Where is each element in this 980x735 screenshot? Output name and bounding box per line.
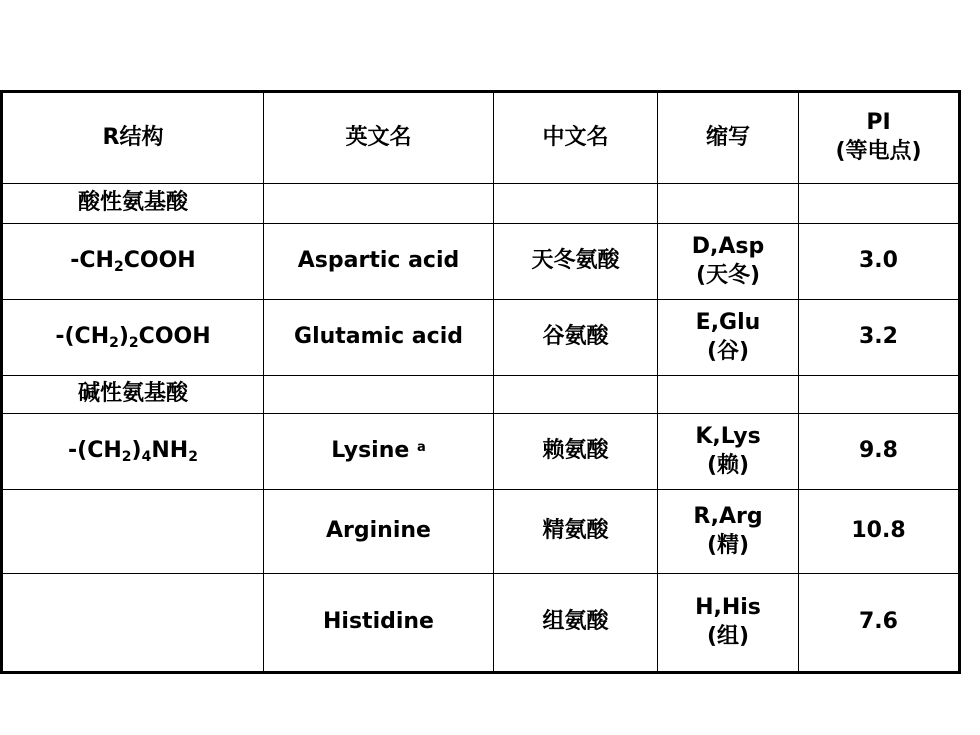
table-row-aspartic-acid <box>2 224 960 300</box>
english-name: Arginine <box>264 490 494 574</box>
pi-value: 7.6 <box>799 574 960 673</box>
header-pi-subtitle: (等电点) <box>835 139 922 164</box>
english-name: Aspartic acid <box>264 224 494 300</box>
empty-cell <box>799 376 960 414</box>
table-row-lysine <box>2 414 960 490</box>
header-english-name: 英文名 <box>264 92 494 184</box>
section-row-acidic <box>2 184 960 224</box>
empty-cell <box>658 376 799 414</box>
empty-cell <box>2 574 264 673</box>
empty-cell <box>2 490 264 574</box>
section-row-basic <box>2 376 960 414</box>
header-structure: R结构 <box>2 92 264 184</box>
abbreviation: H,His (组) <box>658 574 799 673</box>
pi-value: 3.0 <box>799 224 960 300</box>
pi-value: 10.8 <box>799 490 960 574</box>
r-structure-formula: $-CH_2COOH$ <box>2 224 264 300</box>
empty-cell <box>799 184 960 224</box>
chinese-name: 组氨酸 <box>494 574 658 673</box>
table-row-arginine <box>2 490 960 574</box>
english-name: Lysine $^a$ <box>264 414 494 490</box>
table-row-glutamic-acid <box>2 300 960 376</box>
empty-cell <box>264 376 494 414</box>
footnote-marker: a <box>416 440 426 456</box>
abbreviation: E,Glu (谷) <box>658 300 799 376</box>
section-label-basic: 碱性氨基酸 <box>2 376 264 414</box>
abbreviation: D,Asp (天冬) <box>658 224 799 300</box>
empty-cell <box>658 184 799 224</box>
empty-cell <box>264 184 494 224</box>
chinese-name: 天冬氨酸 <box>494 224 658 300</box>
chinese-name: 谷氨酸 <box>494 300 658 376</box>
chinese-name: 精氨酸 <box>494 490 658 574</box>
abbreviation: R,Arg (精) <box>658 490 799 574</box>
english-name: Histidine <box>264 574 494 673</box>
header-row <box>2 92 960 184</box>
header-chinese-name: 中文名 <box>494 92 658 184</box>
empty-cell <box>494 376 658 414</box>
pi-value: 9.8 <box>799 414 960 490</box>
header-abbreviation: 缩写 <box>658 92 799 184</box>
header-pi-label: PI <box>866 110 891 136</box>
chinese-name: 赖氨酸 <box>494 414 658 490</box>
r-structure-formula: $-(CH_2)_4NH_2$ <box>2 414 264 490</box>
table-row-histidine <box>2 574 960 673</box>
r-structure-formula: $-(CH_2)_2COOH$ <box>2 300 264 376</box>
english-name: Glutamic acid <box>264 300 494 376</box>
section-label-acidic: 酸性氨基酸 <box>2 184 264 224</box>
header-pi <box>799 92 960 184</box>
pi-value: 3.2 <box>799 300 960 376</box>
abbreviation: K,Lys (赖) <box>658 414 799 490</box>
amino-acid-table <box>0 90 961 674</box>
empty-cell <box>494 184 658 224</box>
